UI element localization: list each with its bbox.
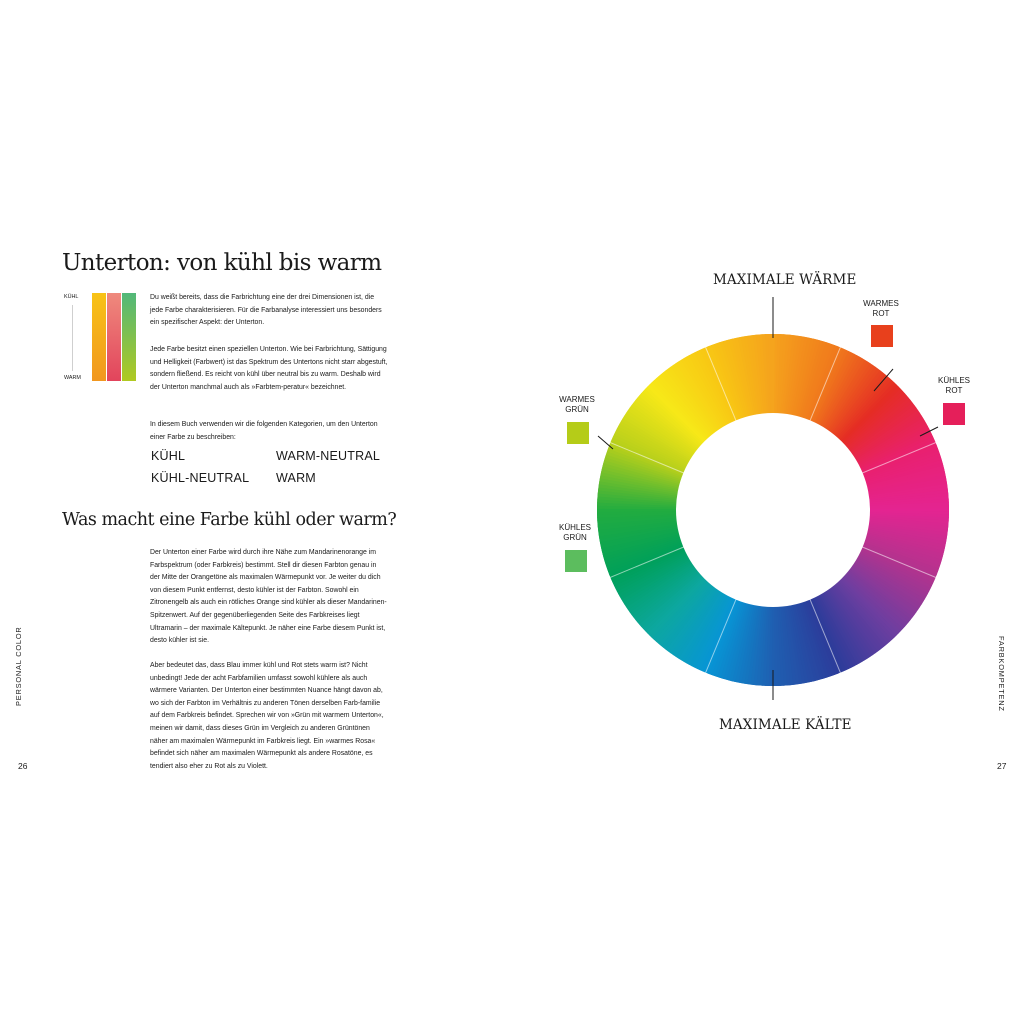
running-head-left: PERSONAL COLOR [14, 626, 23, 706]
body-paragraph: In diesem Buch verwenden wir die folgenden Kategorien, um den Unterton einer Farbe zu beschreiben: [150, 421, 378, 441]
page-title: Unterton: von kühl bis warm [62, 250, 382, 276]
undertone-swatch-green [122, 293, 136, 381]
section-title: Was macht eine Farbe kühl oder warm? [62, 510, 397, 530]
body-paragraph: Aber bedeutet das, dass Blau immer kühl und Rot stets warm ist? Nicht unbedingt! Jede der acht Farbfamilien umfasst sowohl kühlere als auch wärmere Varianten. Der Unterton einer bestimmten Nuance hängt davon ab, wo sich der Farbton im Verhältnis zu anderen Tönen derselben Farb-familie auf dem Farbkreis befindet. Sprechen wir von »Grün mit warmem Unterton«, meinen wir damit, dass dieses Grün im Vergleich zu anderen Grüntönen näher am maximalen Wärmepunkt im Farbkreis liegt. Ein »warmes Rosa« befindet sich näher am maximalen Wärmepunkt als andere Rosatöne, es tendiert also eher zu Rot als zu Violett. [150, 662, 384, 770]
cool-green-swatch [565, 550, 587, 572]
cool-red-label: KÜHLES ROT [937, 376, 970, 395]
warm-green-label: WARMES GRÜN [559, 395, 595, 414]
category-warm-neutral: WARM-NEUTRAL [276, 449, 381, 463]
cool-red-swatch [943, 403, 965, 425]
warm-red-label: WARMES ROT [863, 299, 899, 318]
max-warm-label: MAXIMALE WÄRME [713, 272, 857, 288]
undertone-swatch-yellow [92, 293, 106, 381]
page-number-right: 27 [997, 761, 1007, 771]
scale-line [72, 305, 73, 371]
body-paragraph: Jede Farbe besitzt einen speziellen Unterton. Wie bei Farbrichtung, Sättigung und Helligkeit (Farbwert) ist das Spektrum des Untertons nicht starr abgestuft, sondern fließend. Es reicht von kühl über neutral bis zu warm. Deshalb wird der Unterton manchmal auch als »Farbtem-peratur« bezeichnet. [150, 346, 388, 391]
color-wheel [540, 260, 980, 700]
category-warm: WARM [276, 471, 316, 485]
page-number-left: 26 [18, 761, 28, 771]
warm-red-swatch [871, 325, 893, 347]
max-cold-label: MAXIMALE KÄLTE [719, 717, 852, 733]
undertone-swatch-pink [107, 293, 121, 381]
scale-warm-label: WARM [64, 375, 81, 381]
warm-green-swatch [567, 422, 589, 444]
running-head-right: FARBKOMPETENZ [997, 636, 1006, 712]
category-cool: KÜHL [151, 449, 186, 463]
body-paragraph: Du weißt bereits, dass die Farbrichtung eine der drei Dimensionen ist, die jede Farbe charakterisieren. Für die Farbanalyse interessiert uns besonders ein spezifischer Aspekt: der Unterton. [150, 294, 382, 327]
scale-cool-label: KÜHL [64, 294, 79, 300]
category-cool-neutral: KÜHL-NEUTRAL [151, 471, 250, 485]
body-paragraph: Der Unterton einer Farbe wird durch ihre Nähe zum Mandarinenorange im Farbspektrum (oder Farbkreis) bestimmt. Stell dir diesen Farbton genau in der Mitte der Orangetöne als maximalen Wärmepunkt vor. Je weiter du dich von diesem Punkt entfernst, desto kühler ist der Farbton. Sowohl ein Zitronengelb als auch ein rötliches Orange sind kühler als dieser Mandarinen-Spitzenwert. Auf der gegenüberliegenden Seite des Farbkreises liegt Ultramarin – der maximale Kältepunkt. Je näher eine Farbe diesem Punkt ist, desto kühler ist sie. [150, 549, 387, 645]
cool-green-label: KÜHLES GRÜN [558, 523, 591, 542]
